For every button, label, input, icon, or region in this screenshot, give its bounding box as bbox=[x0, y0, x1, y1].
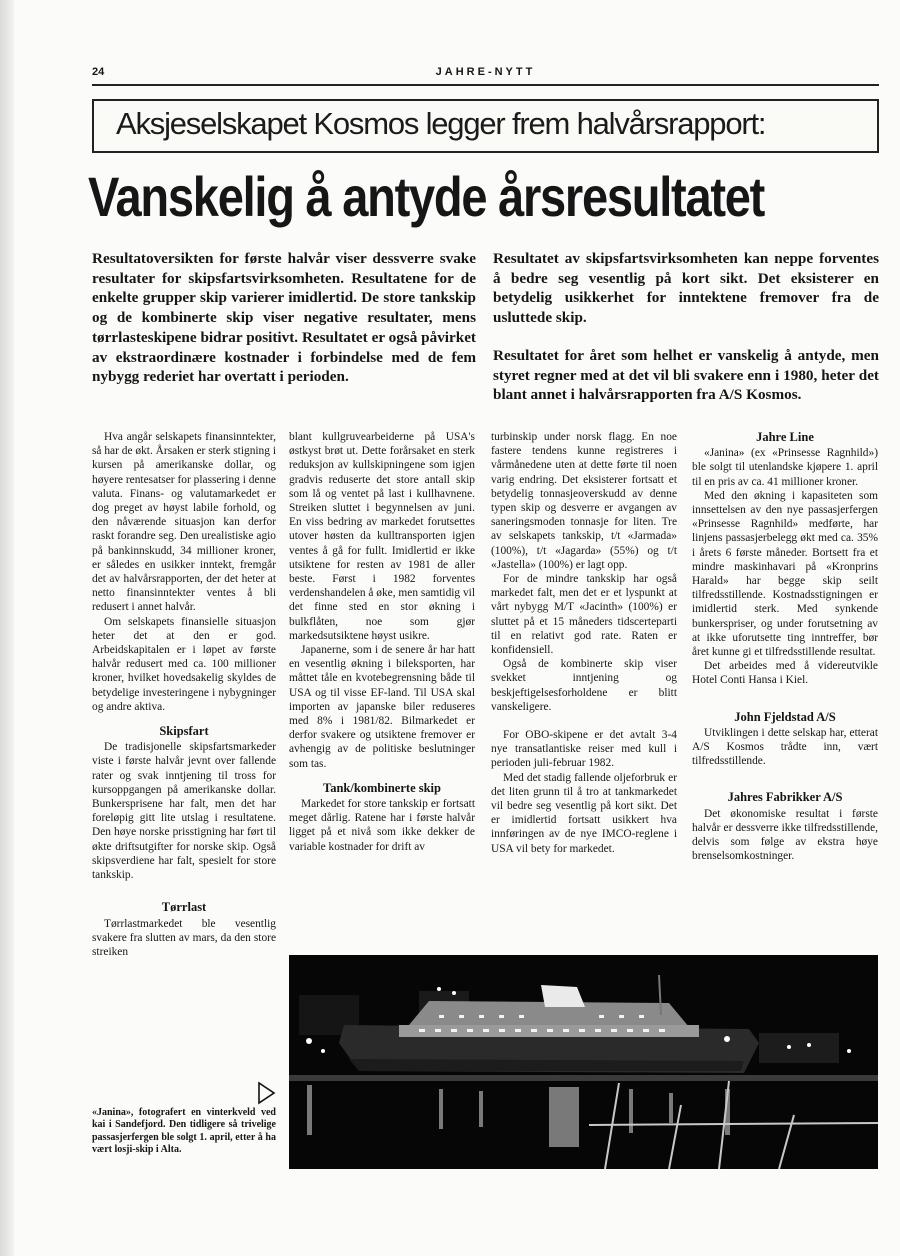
article-headline: Vanskelig å antyde årsresultatet bbox=[88, 165, 765, 228]
lead-right bbox=[493, 249, 879, 423]
subheading-jahre-line: Jahre Line bbox=[756, 430, 814, 444]
subheading-skipsfart: Skipsfart bbox=[159, 724, 209, 739]
subheading-john-fjeldstad: John Fjeldstad A/S bbox=[734, 709, 836, 724]
arrow-right-icon bbox=[255, 1080, 277, 1106]
body-paragraph: For de mindre tankskip har også markedet falt, men det er et lyspunkt at vårt nybygg M/T «Jacinth» (100%) er sluttet på et 15 måneders tidscerteparti til en relativt god rate. Raten er konfidensiell. bbox=[491, 573, 677, 657]
body-column-1 bbox=[92, 430, 276, 959]
body-paragraph: Tørrlastmarkedet ble vesentlig svakere fra slutten av mars, da den store streiken bbox=[92, 917, 276, 958]
page-binding-edge bbox=[0, 0, 14, 1256]
body-column-3 bbox=[491, 430, 677, 856]
subheading-tank-kombinerte: Tank/kombinerte skip bbox=[323, 780, 441, 795]
body-paragraph: Med det stadig fallende oljeforbruk er det liten grunn til å tro at tankmarkedet vil bedre seg vesentlig på kort sikt. Det er imidlertid fortsatt usikkert hva innføringen av de nye IMCO-reglene i USA vil bety for markedet. bbox=[491, 771, 677, 855]
body-column-4 bbox=[692, 430, 878, 863]
body-paragraph: For OBO-skipene er det avtalt 3-4 nye transatlantiske reiser med kull i perioden juli-februar 1982. bbox=[491, 729, 677, 770]
body-paragraph: Det arbeides med å videreutvikle Hotel Conti Hansa i Kiel. bbox=[692, 660, 878, 687]
body-paragraph: Om selskapets finansielle situasjon heter det at den er god. Arbeidskapitalen er i løpet av første halvår redusert med ca. 100 millioner kroner, hvilket hovedsakelig skyldes de betydelige investeringene i nybygninger og andre aktiva. bbox=[92, 615, 276, 713]
body-paragraph: Hva angår selskapets finansinntekter, så har de økt. Årsaken er sterk stigning i kursen på amerikanske dollar, og høyere rentesatser for plassering i denne valuta. Finans- og valutamarkedet er dog preget av høyst labile forhold, og den nåværende situasjon kan derfor raskt forandre seg. Den urealistiske agio på bankinnskudd, 34 millioner kroner, er således en usikker inntekt, fremgår det av halvårsrapporten, der det heter at netto finansinntekter ventes å bli redusert i annet halvår. bbox=[92, 431, 276, 614]
lead-paragraph: Resultatet for året som helhet er vanskelig å antyde, men styret regner med at det vil bli svakere enn i 1980, heter det blant annet i halvårsrapporten fra A/S Kosmos. bbox=[493, 346, 879, 404]
lead-paragraph: Resultatet av skipsfartsvirksomheten kan neppe forventes å bedre seg vesentlig på kort sikt. Det eksisterer en betydelig usikkerhet for inntektene fremover fra de usluttede skip. bbox=[493, 250, 879, 327]
body-paragraph: blant kullgruvearbeiderne på USA's østkyst brøt ut. Dette forårsaket en sterk reduksjon av kullskipningene som igjen gradvis reduserte det store antall skip som lå og ventet på last i kullhavnene. Streiken sluttet i begynnelsen av juni. En viss bedring av markedet forutsettes utover høsten da kulltransporten igjen ventes å gå for fullt. Imidlertid er ikke utsiktene for resten av 1981 de aller beste. Først i 1982 forventes verdenshandelen å øke, men samtidig vil det finne sted en stor økning i bulkflåten, noe som gjør markedsutsiktene høyst usikre. bbox=[289, 431, 475, 642]
masthead: JAHRE-NYTT bbox=[435, 66, 536, 78]
page-header bbox=[92, 66, 879, 80]
body-paragraph: Det økonomiske resultat i første halvår er dessverre ikke tilfredsstillende, delvis som følge av ekstra høye brenselsomkostninger. bbox=[692, 807, 878, 863]
body-paragraph: turbinskip under norsk flagg. En noe fastere tendens kunne registreres i vårmånedene uten at dette førte til noen varig endring. Det eksisterer fortsatt et betydelig tonnasjeoverskudd av denne typen skip og desverre er avgangen av saneringsmoden tonnasje for liten. Tre av selskapets tankskip, t/t «Jarmada» (100%), t/t «Jagarda» (55%) og t/t «Jastella» (100%) er lagt opp. bbox=[491, 431, 677, 571]
body-paragraph: Også de kombinerte skip viser svekket inntjening og beskjeftigelsesforholdene er blitt vanskeligere. bbox=[491, 658, 677, 713]
body-paragraph: Markedet for store tankskip er fortsatt meget dårlig. Ratene har i første halvår ligget på et nivå som ikke dekker de variable kostnader for drift av bbox=[289, 798, 475, 853]
body-paragraph: De tradisjonelle skipsfartsmarkeder viste i første halvår jevnt over fallende rater og svak inntjening til tross for kursoppgangen på amerikanske dollar. Bunkersprisene har falt, men det har foreløpig gitt lite utslag i resultatene. Den høye norske prisstigning har ført til økte driftsutgifter for norske skip. Også skipsverdiene har falt, spesielt for store tankskip. bbox=[92, 741, 276, 882]
photo-caption: «Janina», fotografert en vinterkveld ved kai i Sandefjord. Den tidligere så trivelige passasjerfergen ble solgt 1. april, etter å ha vært losji-skip i Alta. bbox=[92, 1107, 276, 1155]
body-paragraph: Japanerne, som i de senere år har hatt en vesentlig økning i bileksporten, har måttet tåle en kvotebegrensning både til USA og til visse EF-land. Til USA skal importen av japanske biler reduseres med 8% i 1981/82. Bilmarkedet er derfor svakere og utsiktene fremover er avhengig av de politiske beslutninger som tas. bbox=[289, 644, 475, 770]
ship-at-night-illustration bbox=[289, 955, 878, 1169]
ship-photo bbox=[289, 955, 878, 1169]
body-paragraph: Utviklingen i dette selskap har, etterat A/S Kosmos trådte inn, vært tilfredsstillende. bbox=[692, 726, 878, 768]
body-column-2 bbox=[289, 430, 475, 854]
lead-paragraph: Resultatoversikten for første halvår viser dessverre svake resultater for skipsfartsvirksomheten. Resultatene for de enkelte grupper skip varierer imidlertid. De store tankskip og de kombinerte skip viser negative resultater, mens tørrlasteskipene bidrar positivt. Resultatet er også påvirket av ekstraordinære kostnader i forbindelse med de fem nybygg rederiet har overtatt i perioden. bbox=[92, 250, 476, 386]
lead-left bbox=[92, 249, 476, 405]
body-paragraph: Med den økning i kapasiteten som innsettelsen av den nye passasjerfergen «Prinsesse Ragnhild» medførte, har linjens passasjerbelegg økt med ca. 35% i årets 6 første måneder. Bortsett fra et mindre maskinhavari på «Kronprins Harald» har begge skip seilt tilfredsstillende. Kostnadsstigningen er imidlertid sterk. Med synkende bunkerspriser, og under forutsetning av at ikke uforutsette ting inntreffer, bør året kunne gi et tilfredsstillende resultat. bbox=[692, 489, 878, 659]
body-paragraph: «Janina» (ex «Prinsesse Ragnhild») ble solgt til utenlandske kjøpere 1. april til en pris av ca. 41 millioner kroner. bbox=[692, 447, 878, 488]
subheading-jahres-fabrikker: Jahres Fabrikker A/S bbox=[727, 790, 843, 805]
subheading-torrlast: Tørrlast bbox=[161, 900, 207, 915]
header-rule bbox=[92, 84, 879, 86]
kicker-box bbox=[92, 99, 879, 153]
article-kicker: Aksjeselskapet Kosmos legger frem halvårsrapport: bbox=[116, 106, 766, 141]
page-number: 24 bbox=[92, 66, 105, 78]
